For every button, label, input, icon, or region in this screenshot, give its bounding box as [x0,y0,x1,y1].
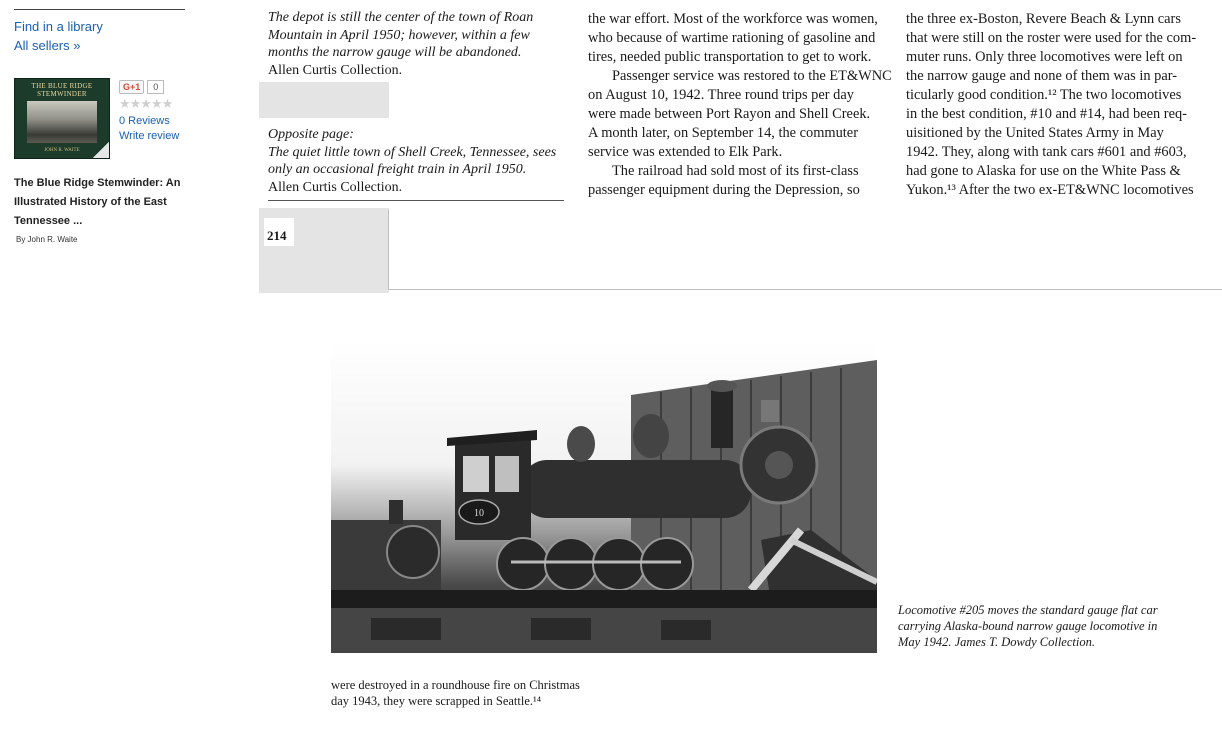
text-line: muter runs. Only three locomotives were left on [906,49,1183,65]
book-byline: By John R. Waite [16,235,78,244]
caption-credit: Allen Curtis Collection. [268,179,403,195]
text-bottom [331,677,580,709]
page-edge [389,289,1222,290]
locomotive-illustration [331,340,877,653]
write-review-link[interactable]: Write review [119,130,180,142]
text-line: service was extended to Elk Park. [588,144,783,160]
cover-photo [27,101,97,143]
text-line: passenger equipment during the Depression, so [588,182,860,198]
locomotive-photo [331,340,877,653]
book-title[interactable]: The Blue Ridge Stemwinder: An Illustrated History of the East Tennessee ... [14,177,181,227]
text-line: tires, needed public transportation to get to work. [588,49,872,65]
book-cover[interactable] [14,78,110,159]
text-line: had gone to Alaska for use on the White Pass & [906,163,1181,179]
text-line: 1942. They, along with tank cars #601 and #603, [906,144,1187,160]
text-line: that were still on the roster were used for the com- [906,30,1197,46]
gplus-widget [119,80,164,94]
caption-heading: Opposite page: [268,127,354,142]
text-line: on August 10, 1942. Three round trips per day [588,87,854,103]
text-line: were destroyed in a roundhouse fire on Christmas [331,678,580,692]
caption-line: months the narrow gauge will be abandoned. [268,45,522,60]
text-line: day 1943, they were scrapped in Seattle.¹⁴ [331,694,542,708]
gplus-button[interactable]: G+1 [119,80,144,94]
reviews-link[interactable]: 0 Reviews [119,115,170,127]
text-line: the narrow gauge and none of them was in par- [906,68,1178,84]
locomotive-number: 10 [474,508,484,519]
rating-stars[interactable]: ★★★★★ [119,96,173,111]
gplus-count: 0 [147,80,164,94]
cover-title [15,82,109,98]
caption-line: May 1942. James T. Dowdy Collection. [898,635,1095,649]
caption-line: The depot is still the center of the town of Roan [268,10,534,25]
cover-title-line1: THE BLUE RIDGE [31,82,93,90]
text-line: uisitioned by the United States Army in May [906,125,1164,141]
caption-line: only an occasional freight train in April 1950. [268,162,527,177]
caption-rule [268,200,564,201]
text-line: ticularly good condition.¹² The two locomotives [906,87,1182,103]
text-column-2 [588,10,892,200]
page-edge [388,210,389,290]
caption-line: Mountain in April 1950; however, within a few [268,27,530,43]
text-line: who because of wartime rationing of gasoline and [588,30,876,46]
text-line: the war effort. Most of the workforce was women, [588,11,878,27]
page-curl-icon [93,142,109,158]
text-line: Yukon.¹³ After the two ex-ET&WNC locomotives [906,182,1194,198]
text-line: the three ex-Boston, Revere Beach & Lynn cars [906,11,1181,27]
all-sellers-link[interactable]: All sellers » [14,38,81,53]
text-line: Passenger service was restored to the ET&WNC [612,68,892,84]
cover-author: JOHN R. WAITE [44,148,80,153]
text-line: The railroad had sold most of its first-class [612,163,859,179]
caption-line: The quiet little town of Shell Creek, Tennessee, sees [268,144,557,160]
sidebar [0,0,258,749]
caption-line: Locomotive #205 moves the standard gauge flat car [898,603,1158,617]
caption-line: carrying Alaska-bound narrow gauge locomotive in [898,619,1158,633]
text-line: in the best condition, #10 and #14, had been req- [906,106,1187,122]
caption-locomotive [898,602,1158,650]
caption-credit: Allen Curtis Collection. [268,62,403,78]
caption-roan-mountain [268,9,533,79]
page-number: 214 [267,228,287,243]
caption-shell-creek [268,126,556,196]
divider [14,9,185,10]
book-page-viewer[interactable] [259,0,1222,749]
text-line: were made between Port Rayon and Shell Creek. [588,106,871,122]
find-in-library-link[interactable]: Find in a library [14,19,103,34]
text-line: A month later, on September 14, the commuter [588,125,858,141]
cover-title-line2: STEMWINDER [37,90,87,98]
text-column-3 [906,10,1196,200]
